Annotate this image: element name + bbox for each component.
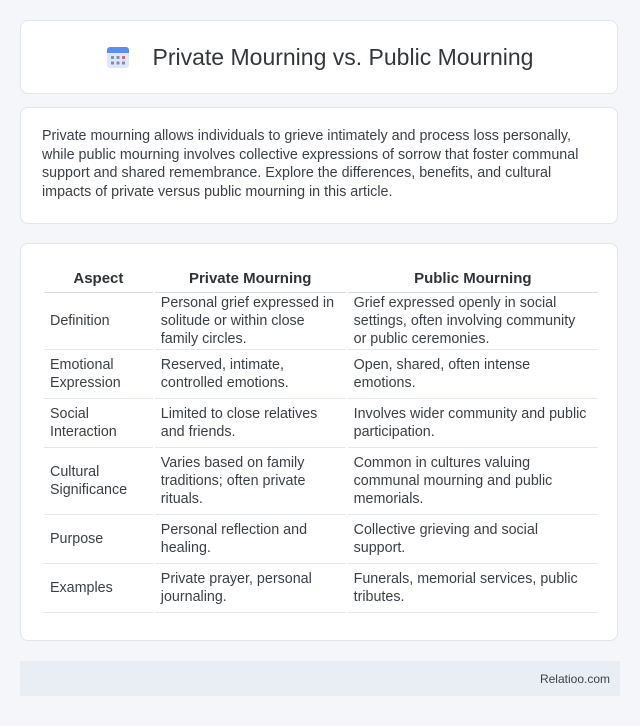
header-public-mourning: Public Mourning [348, 263, 598, 293]
page-title: Private Mourning vs. Public Mourning [152, 43, 534, 70]
table-row [44, 399, 598, 448]
comparison-table [42, 263, 600, 613]
row-aspect: Examples [44, 564, 153, 613]
row-public: Grief expressed openly in social settings, often involving community or public ceremonies. [348, 293, 598, 350]
footer [20, 661, 620, 696]
row-private: Personal grief expressed in solitude or within close family circles. [155, 293, 346, 350]
header-aspect: Aspect [44, 263, 153, 293]
row-public: Common in cultures valuing communal mourning and public memorials. [348, 448, 598, 515]
row-private: Varies based on family traditions; often private rituals. [155, 448, 346, 515]
intro-paragraph: Private mourning allows individuals to grieve intimately and process loss personally, while public mourning involves collective expressions of sorrow that foster communal support and shared remembrance. Explore the differences, benefits, and cultural impacts of private versus public mourning in this article. [42, 128, 579, 200]
comparison-card [20, 243, 618, 641]
row-aspect: Social Interaction [44, 399, 153, 448]
table-row [44, 515, 598, 564]
row-private: Limited to close relatives and friends. [155, 399, 346, 448]
row-private: Reserved, intimate, controlled emotions. [155, 350, 346, 399]
table-row [44, 293, 598, 350]
row-aspect: Definition [44, 293, 153, 350]
row-public: Involves wider community and public participation. [348, 399, 598, 448]
row-public: Open, shared, often intense emotions. [348, 350, 598, 399]
row-public: Funerals, memorial services, public tributes. [348, 564, 598, 613]
footer-brand[interactable]: Relatioo.com [539, 671, 610, 686]
calendar-icon [105, 44, 131, 70]
row-private: Private prayer, personal journaling. [155, 564, 346, 613]
table-row [44, 448, 598, 515]
table-row [44, 350, 598, 399]
row-private: Personal reflection and healing. [155, 515, 346, 564]
row-aspect: Emotional Expression [44, 350, 153, 399]
intro-card [20, 107, 618, 224]
row-public: Collective grieving and social support. [348, 515, 598, 564]
table-header-row [44, 263, 598, 293]
title-card [20, 20, 618, 94]
header-private-mourning: Private Mourning [155, 263, 346, 293]
table-row [44, 564, 598, 613]
row-aspect: Purpose [44, 515, 153, 564]
row-aspect: Cultural Significance [44, 448, 153, 515]
